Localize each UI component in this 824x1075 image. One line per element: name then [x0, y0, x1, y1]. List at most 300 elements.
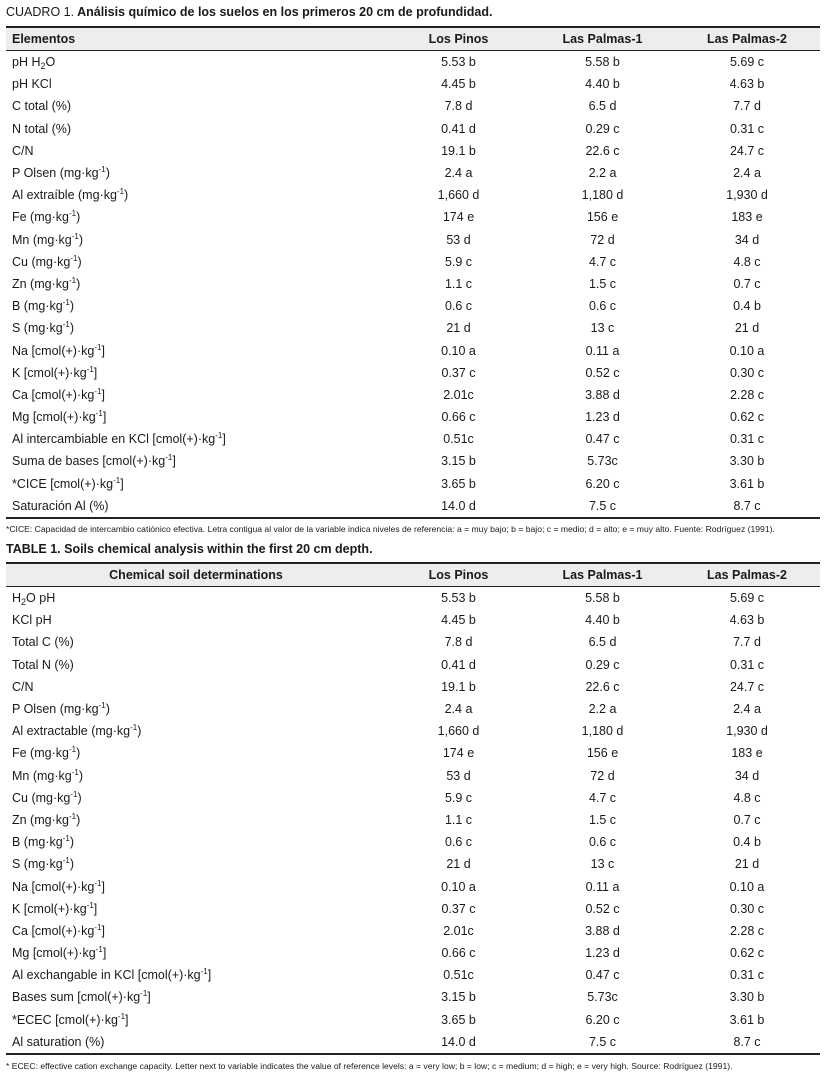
row-label-superscript: -1 — [86, 364, 94, 374]
cell-value: 4.45 b — [441, 77, 476, 92]
cell-value: 0.62 c — [729, 410, 765, 425]
cell-value: 0.51c — [443, 968, 474, 983]
table-row — [6, 251, 820, 273]
row-label-suffix: ] — [93, 901, 98, 916]
cell-value: 19.1 b — [441, 143, 476, 158]
cell-value: 0.7 c — [733, 812, 761, 827]
cell-value: 183 e — [731, 746, 763, 761]
row-label-text: Total C (%) — [12, 635, 74, 650]
row-label — [6, 853, 386, 875]
cell-value: 3.61 b — [729, 1012, 765, 1027]
cell-value: 0.10 a — [441, 879, 476, 894]
row-label-suffix: O — [45, 55, 56, 70]
cell-value: 0.52 c — [585, 365, 620, 380]
row-label — [6, 73, 386, 95]
row-label — [6, 428, 386, 450]
row-label — [6, 450, 386, 472]
row-label-superscript: -1 — [71, 767, 79, 777]
cell-value: 0.6 c — [444, 299, 473, 314]
cell-value: 4.63 b — [729, 77, 765, 92]
table2-header-row — [6, 563, 820, 587]
cell-value: 2.01c — [443, 923, 474, 938]
row-label-superscript: -1 — [68, 811, 77, 821]
table-row — [6, 495, 820, 518]
row-label — [6, 920, 386, 942]
cell-value: 0.29 c — [585, 657, 620, 672]
row-label — [6, 986, 386, 1008]
table-row — [6, 698, 820, 720]
cell-value: 0.62 c — [729, 946, 765, 961]
row-label-text: Cu (mg·kg — [12, 790, 71, 805]
row-label-superscript: -1 — [94, 878, 102, 888]
row-label-text: KCl pH — [12, 613, 52, 628]
table-row — [6, 875, 820, 897]
row-label-suffix: ) — [77, 254, 82, 269]
cell-value: 0.30 c — [729, 901, 765, 916]
cell-value: 5.53 b — [441, 55, 476, 70]
row-label-text: Cu (mg·kg — [12, 254, 71, 269]
cell-value: 2.2 a — [588, 166, 617, 181]
cell-value: 3.65 b — [441, 476, 476, 491]
table1-header-elements: Elementos — [12, 32, 76, 46]
row-label-suffix: ] — [101, 343, 105, 358]
row-label-text: Zn (mg·kg — [12, 812, 69, 827]
cell-value: 7.5 c — [588, 498, 617, 513]
cell-value: 24.7 c — [729, 679, 765, 694]
row-label — [6, 809, 386, 831]
cell-value: 156 e — [586, 210, 619, 225]
cell-value: 21 d — [734, 321, 760, 336]
cell-value: 4.45 b — [441, 613, 476, 628]
cell-value: 0.29 c — [585, 121, 620, 136]
row-label-suffix: ) — [78, 768, 84, 783]
row-label-suffix: ] — [222, 432, 226, 447]
row-label-text: S (mg·kg — [12, 857, 63, 872]
cell-value: 4.8 c — [733, 790, 761, 805]
table-row — [6, 742, 820, 764]
row-label-text: Al saturation (%) — [12, 1034, 105, 1049]
row-label-text: Ca [cmol(+)·kg — [12, 387, 95, 402]
cell-value: 6.20 c — [585, 1012, 620, 1027]
cell-value: 1.1 c — [444, 812, 473, 827]
table1-caption-number: CUADRO 1. — [6, 5, 75, 19]
cell-value: 6.20 c — [585, 476, 620, 491]
row-label-text: Mg [cmol(+)·kg — [12, 946, 96, 961]
row-label-superscript: -1 — [95, 409, 103, 419]
row-label-text: N total (%) — [12, 121, 72, 136]
cell-value: 1.5 c — [588, 812, 617, 827]
row-label — [6, 251, 386, 273]
table-row — [6, 406, 820, 428]
table-row — [6, 587, 820, 610]
row-label — [6, 742, 386, 764]
row-label — [6, 473, 386, 495]
cell-value: 13 c — [590, 321, 615, 336]
row-label — [6, 317, 386, 339]
row-label-text: S (mg·kg — [12, 321, 63, 336]
row-label-suffix: ] — [120, 476, 124, 491]
row-label-text: Mn (mg·kg — [12, 232, 72, 247]
cell-value: 0.31 c — [729, 432, 765, 447]
row-label-text: Na [cmol(+)·kg — [12, 879, 95, 894]
cell-value: 5.69 c — [729, 591, 765, 606]
cell-value: 13 c — [590, 857, 615, 872]
cell-value: 0.6 c — [588, 835, 617, 850]
cell-value: 53 d — [446, 232, 471, 247]
row-label-suffix: ] — [207, 968, 212, 983]
table1-header-row — [6, 27, 820, 51]
row-label-suffix: O pH — [26, 591, 56, 606]
cell-value: 6.5 d — [588, 635, 617, 650]
cell-value: 4.40 b — [585, 613, 620, 628]
table2-header-las-palmas-2: Las Palmas-2 — [707, 568, 787, 582]
cell-value: 0.7 c — [733, 276, 761, 291]
row-label-suffix: ) — [77, 790, 82, 805]
row-label — [6, 140, 386, 162]
row-label-text: *CICE [cmol(+)·kg — [12, 476, 114, 491]
cell-value: 0.6 c — [444, 835, 473, 850]
cell-value: 0.41 d — [441, 657, 476, 672]
cell-value: 14.0 d — [441, 498, 476, 513]
row-label-subscript: 2 — [40, 61, 46, 72]
cell-value: 1.23 d — [585, 946, 620, 961]
table-row — [6, 450, 820, 472]
cell-value: 0.6 c — [588, 299, 617, 314]
row-label-superscript: -1 — [71, 231, 79, 241]
row-label — [6, 875, 386, 897]
cell-value: 0.31 c — [729, 121, 765, 136]
row-label-text: Total N (%) — [12, 657, 74, 672]
table-row — [6, 787, 820, 809]
cell-value: 1,180 d — [581, 188, 624, 203]
row-label-superscript: -1 — [62, 856, 70, 866]
table-row — [6, 473, 820, 495]
row-label-superscript: -1 — [62, 298, 70, 308]
row-label — [6, 273, 386, 295]
row-label — [6, 698, 386, 720]
cell-value: 3.65 b — [441, 1012, 476, 1027]
row-label-superscript: -1 — [116, 187, 125, 197]
row-label-superscript: -1 — [62, 320, 70, 330]
row-label — [6, 495, 386, 518]
row-label — [6, 964, 386, 986]
row-label-superscript: -1 — [140, 989, 148, 999]
cell-value: 0.47 c — [585, 968, 620, 983]
table1-caption-title: Análisis químico de los suelos en los primeros 20 cm de profundidad. — [74, 5, 493, 19]
table-row — [6, 898, 820, 920]
row-label-subscript: 2 — [21, 597, 27, 608]
cell-value: 0.11 a — [585, 879, 620, 894]
table-row — [6, 765, 820, 787]
row-label-superscript: -1 — [200, 967, 208, 977]
table-row — [6, 831, 820, 853]
row-label — [6, 587, 386, 610]
cell-value: 2.4 a — [444, 166, 473, 181]
cell-value: 7.7 d — [733, 635, 761, 650]
row-label-superscript: -1 — [86, 900, 94, 910]
cell-value: 0.30 c — [729, 365, 765, 380]
cell-value: 14.0 d — [441, 1034, 476, 1049]
row-label — [6, 720, 386, 742]
table2-footnote: * ECEC: effective cation exchange capacity. Letter next to variable indicates the value of reference levels: a = very low; b = low; c = medium; d = high; e = very high. Source: Rodríguez (1991). — [6, 1061, 733, 1071]
row-label-superscript: -1 — [113, 475, 121, 485]
row-label — [6, 676, 386, 698]
cell-value: 21 d — [734, 857, 760, 872]
row-label — [6, 206, 386, 228]
table-row — [6, 184, 820, 206]
table-row — [6, 118, 820, 140]
row-label-superscript: -1 — [98, 165, 106, 175]
table-row — [6, 73, 820, 95]
cell-value: 1,180 d — [581, 724, 624, 739]
cell-value: 7.7 d — [733, 99, 761, 114]
row-label-text: Al exchangable in KCl [cmol(+)·kg — [12, 968, 201, 983]
row-label-text: B (mg·kg — [12, 299, 63, 314]
row-label-text: Bases sum [cmol(+)·kg — [12, 990, 141, 1005]
table-row — [6, 676, 820, 698]
row-label-superscript: -1 — [94, 342, 102, 352]
cell-value: 0.66 c — [441, 946, 476, 961]
row-label-text: K [cmol(+)·kg — [12, 901, 87, 916]
row-label — [6, 1031, 386, 1054]
row-label-text: Mn (mg·kg — [12, 768, 72, 783]
row-label-suffix: ) — [124, 188, 129, 203]
row-label-suffix: ) — [69, 321, 74, 336]
cell-value: 72 d — [590, 232, 615, 247]
row-label-text: H — [12, 591, 22, 606]
table2 — [6, 562, 820, 1055]
row-label-superscript: -1 — [94, 922, 102, 932]
table-row — [6, 162, 820, 184]
table-row — [6, 609, 820, 631]
cell-value: 0.37 c — [441, 901, 476, 916]
row-label-text: C/N — [12, 679, 34, 694]
row-label-suffix: ] — [101, 387, 105, 402]
row-label-suffix: ) — [76, 210, 81, 225]
row-label-suffix: ] — [102, 946, 107, 961]
cell-value: 1,660 d — [437, 724, 480, 739]
row-label — [6, 184, 386, 206]
row-label — [6, 51, 386, 74]
row-label-suffix: ] — [101, 879, 105, 894]
cell-value: 0.10 a — [729, 343, 765, 358]
cell-value: 22.6 c — [585, 679, 620, 694]
row-label-superscript: -1 — [68, 745, 77, 755]
row-label-superscript: -1 — [70, 253, 78, 263]
cell-value: 183 e — [731, 210, 763, 225]
row-label-suffix: ) — [105, 702, 110, 717]
row-label-text: Zn (mg·kg — [12, 276, 69, 291]
row-label-suffix: ] — [147, 990, 151, 1005]
cell-value: 6.5 d — [588, 99, 617, 114]
row-label — [6, 654, 386, 676]
row-label — [6, 118, 386, 140]
cell-value: 2.4 a — [733, 702, 761, 717]
table2-header-las-palmas-1: Las Palmas-1 — [562, 568, 643, 582]
cell-value: 22.6 c — [585, 143, 620, 158]
row-label-suffix: ] — [101, 923, 105, 938]
cell-value: 0.11 a — [585, 343, 620, 358]
row-label — [6, 95, 386, 117]
row-label-text: C/N — [12, 143, 34, 158]
cell-value: 0.31 c — [729, 657, 765, 672]
row-label-suffix: ) — [69, 857, 74, 872]
cell-value: 3.15 b — [441, 990, 476, 1005]
row-label — [6, 831, 386, 853]
cell-value: 24.7 c — [729, 143, 765, 158]
table-row — [6, 1009, 820, 1031]
row-label-text: Fe (mg·kg — [12, 746, 69, 761]
cell-value: 19.1 b — [441, 679, 476, 694]
row-label-text: *ECEC [cmol(+)·kg — [12, 1012, 118, 1027]
cell-value: 4.40 b — [585, 77, 620, 92]
row-label-text: Suma de bases [cmol(+)·kg — [12, 454, 166, 469]
cell-value: 7.8 d — [444, 99, 473, 114]
cell-value: 2.28 c — [729, 923, 765, 938]
row-label — [6, 942, 386, 964]
row-label-suffix: ) — [105, 166, 110, 181]
table2-caption-title: Soils chemical analysis within the first 20 cm depth. — [60, 542, 373, 556]
row-label — [6, 609, 386, 631]
cell-value: 4.63 b — [729, 613, 765, 628]
cell-value: 21 d — [446, 321, 471, 336]
table-row — [6, 942, 820, 964]
cell-value: 0.51c — [443, 432, 474, 447]
cell-value: 156 e — [586, 746, 619, 761]
cell-value: 0.47 c — [585, 432, 620, 447]
table-row — [6, 51, 820, 74]
cell-value: 5.69 c — [729, 55, 765, 70]
cell-value: 4.7 c — [588, 790, 617, 805]
table1-header-los-pinos: Los Pinos — [428, 32, 489, 46]
cell-value: 72 d — [590, 768, 615, 783]
cell-value: 3.30 b — [729, 990, 765, 1005]
row-label-suffix: ) — [76, 276, 81, 291]
table-row — [6, 853, 820, 875]
row-label-suffix: ] — [93, 365, 98, 380]
row-label — [6, 384, 386, 406]
cell-value: 8.7 c — [733, 1034, 761, 1049]
table-row — [6, 140, 820, 162]
cell-value: 5.73c — [587, 990, 618, 1005]
row-label-suffix: ) — [69, 835, 74, 850]
row-label-suffix: ) — [69, 299, 74, 314]
table1-header-las-palmas-2: Las Palmas-2 — [707, 32, 787, 46]
row-label-text: pH H — [12, 55, 41, 70]
cell-value: 2.2 a — [588, 702, 617, 717]
cell-value: 3.30 b — [729, 454, 765, 469]
cell-value: 1.1 c — [444, 276, 473, 291]
cell-value: 2.4 a — [733, 166, 761, 181]
table-row — [6, 1031, 820, 1054]
row-label-text: Mg [cmol(+)·kg — [12, 410, 96, 425]
table-row — [6, 428, 820, 450]
table-row — [6, 273, 820, 295]
cell-value: 0.52 c — [585, 901, 620, 916]
row-label-suffix: ] — [102, 410, 107, 425]
cell-value: 3.15 b — [441, 454, 476, 469]
row-label-text: Al intercambiable en KCl [cmol(+)·kg — [12, 432, 216, 447]
table-row — [6, 317, 820, 339]
table2-body — [6, 587, 820, 1054]
cell-value: 0.31 c — [729, 968, 765, 983]
cell-value: 2.4 a — [444, 702, 473, 717]
row-label-suffix: ) — [76, 746, 81, 761]
cell-value: 53 d — [446, 768, 471, 783]
table-row — [6, 964, 820, 986]
cell-value: 4.7 c — [588, 254, 617, 269]
row-label-text: Al extractable (mg·kg — [12, 724, 131, 739]
cell-value: 1,930 d — [726, 724, 768, 739]
row-label — [6, 765, 386, 787]
cell-value: 0.10 a — [441, 343, 476, 358]
table1 — [6, 26, 820, 519]
cell-value: 34 d — [734, 768, 760, 783]
cell-value: 5.9 c — [444, 254, 473, 269]
row-label-superscript: -1 — [130, 723, 138, 733]
row-label-text: B (mg·kg — [12, 835, 63, 850]
cell-value: 8.7 c — [733, 498, 761, 513]
row-label — [6, 406, 386, 428]
cell-value: 21 d — [446, 857, 471, 872]
cell-value: 0.4 b — [733, 835, 761, 850]
row-label — [6, 295, 386, 317]
row-label-superscript: -1 — [62, 834, 70, 844]
table2-caption — [6, 541, 373, 557]
row-label — [6, 339, 386, 361]
table-row — [6, 720, 820, 742]
table-row — [6, 654, 820, 676]
row-label-suffix: ) — [78, 232, 84, 247]
row-label-superscript: -1 — [70, 789, 78, 799]
cell-value: 0.4 b — [733, 299, 761, 314]
table-row — [6, 229, 820, 251]
table1-footnote: *CICE: Capacidad de intercambio catiónico efectiva. Letra contigua al valor de la variable indica niveles de referencia: a = muy bajo; b = bajo; c = medio; d = alto; e = muy alto. Fuente: Rodríguez (1991). — [6, 524, 775, 534]
cell-value: 3.88 d — [585, 923, 620, 938]
row-label-text: Al extraíble (mg·kg — [12, 188, 117, 203]
cell-value: 7.5 c — [588, 1034, 617, 1049]
cell-value: 4.8 c — [733, 254, 761, 269]
table1-body — [6, 51, 820, 518]
cell-value: 34 d — [734, 232, 760, 247]
cell-value: 0.37 c — [441, 365, 476, 380]
row-label-superscript: -1 — [98, 701, 106, 711]
table-row — [6, 339, 820, 361]
row-label-text: K [cmol(+)·kg — [12, 365, 87, 380]
table-row — [6, 362, 820, 384]
row-label-text: P Olsen (mg·kg — [12, 166, 99, 181]
table1-header-las-palmas-1: Las Palmas-1 — [562, 32, 643, 46]
table1-caption — [6, 4, 492, 20]
row-label — [6, 898, 386, 920]
row-label-superscript: -1 — [215, 431, 223, 441]
cell-value: 0.66 c — [441, 410, 476, 425]
table-row — [6, 986, 820, 1008]
row-label-text: Fe (mg·kg — [12, 210, 69, 225]
cell-value: 5.53 b — [441, 591, 476, 606]
cell-value: 2.01c — [443, 387, 474, 402]
cell-value: 0.41 d — [441, 121, 476, 136]
table-row — [6, 95, 820, 117]
row-label-superscript: -1 — [165, 453, 173, 463]
cell-value: 5.58 b — [585, 591, 620, 606]
cell-value: 1.23 d — [585, 410, 620, 425]
row-label — [6, 362, 386, 384]
row-label-superscript: -1 — [68, 209, 77, 219]
table-row — [6, 809, 820, 831]
cell-value: 5.58 b — [585, 55, 620, 70]
row-label — [6, 229, 386, 251]
